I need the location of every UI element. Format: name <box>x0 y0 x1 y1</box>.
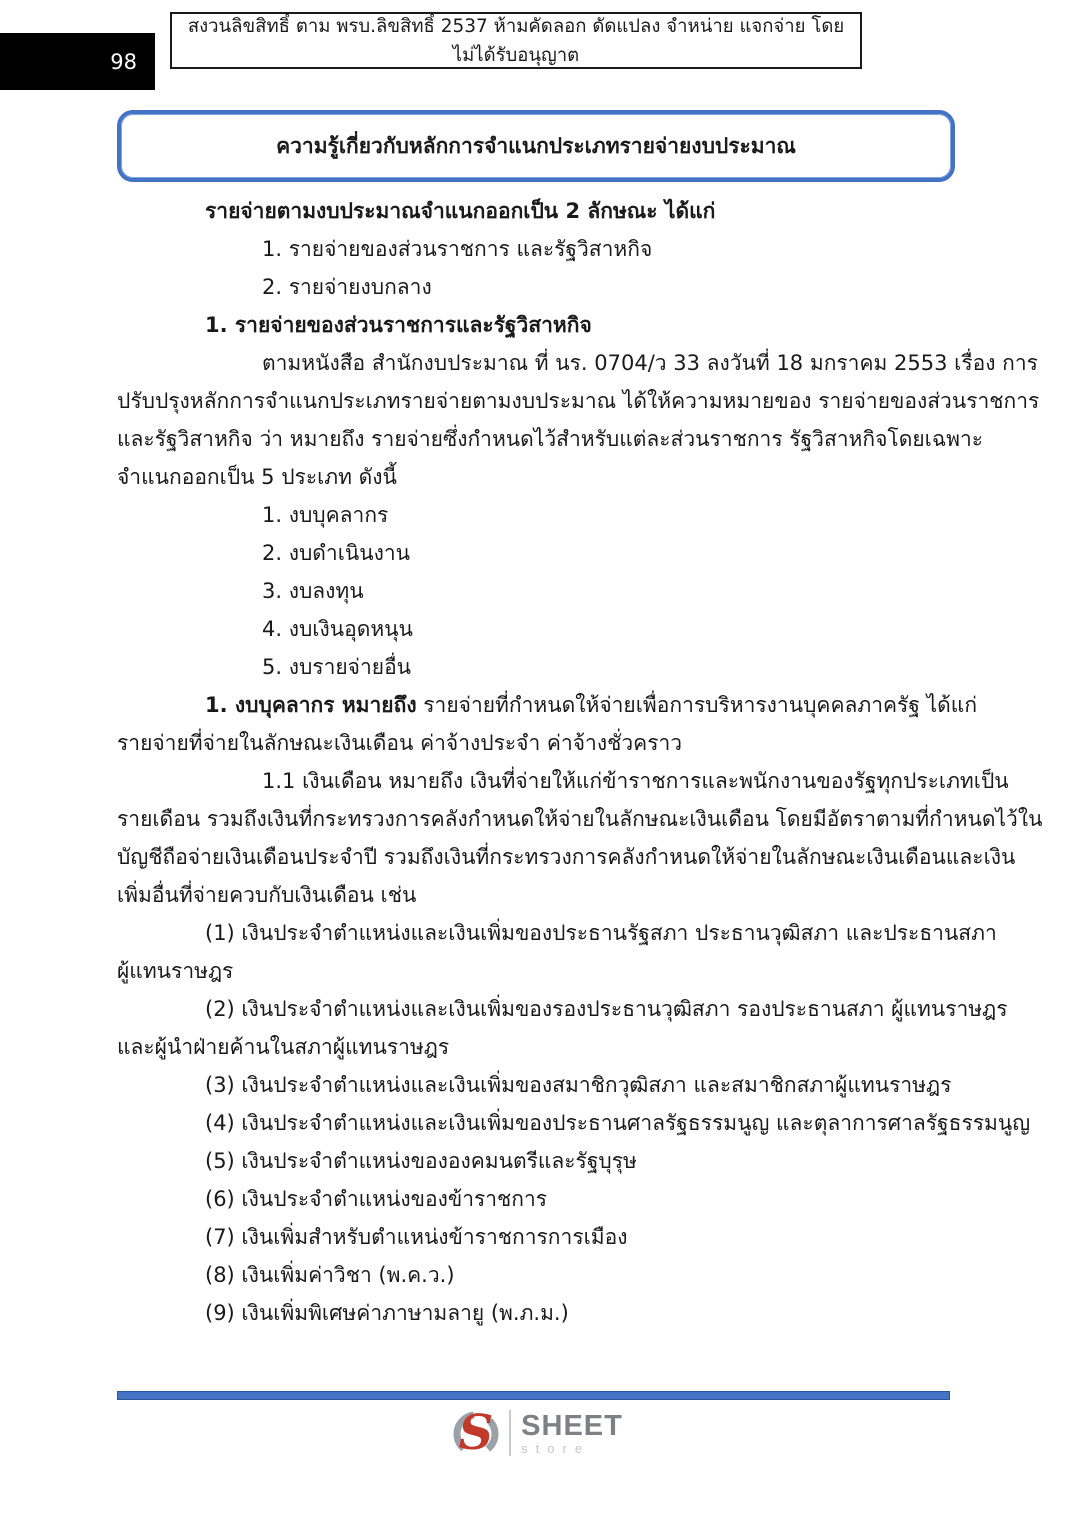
body-line: เพิ่มอื่นที่จ่ายควบกับเงินเดือน เช่น <box>117 883 417 907</box>
body-line: 2. งบดำเนินงาน <box>262 541 411 565</box>
logo-divider <box>509 1410 511 1456</box>
body-line: (6) เงินประจำตำแหน่งของข้าราชการ <box>205 1187 548 1211</box>
body-line-bold-prefix: 1. งบบุคลากร หมายถึง <box>205 693 417 717</box>
page-title: ความรู้เกี่ยวกับหลักการจำแนกประเภทรายจ่ายงบประมาณ <box>276 133 796 158</box>
body-line: 1. งบบุคลากร <box>262 503 389 527</box>
body-line: จำแนกออกเป็น 5 ประเภท ดังนี้ <box>117 465 397 489</box>
body-line: 4. งบเงินอุดหนุน <box>262 617 413 641</box>
document-body <box>117 192 1043 1332</box>
sheetstore-logo <box>0 1402 1076 1464</box>
sheetstore-s-icon <box>453 1402 499 1464</box>
body-line: 1. งบบุคลากร หมายถึง รายจ่ายที่กำหนดให้จ่ายเพื่อการบริหารงานบุคคลภาครัฐ ได้แก่ <box>205 693 978 717</box>
copyright-notice: สงวนลิขสิทธิ์ ตาม พรบ.ลิขสิทธิ์ 2537 ห้ามคัดลอก ดัดแปลง จำหน่าย แจกจ่าย โดยไม่ได้รับอนุญาต <box>187 15 845 66</box>
body-line: และผู้นำฝ่ายค้านในสภาผู้แทนราษฎร <box>117 1035 450 1059</box>
body-line: (7) เงินเพิ่มสำหรับตำแหน่งข้าราชการการเมือง <box>205 1225 628 1249</box>
body-line: (4) เงินประจำตำแหน่งและเงินเพิ่มของประธานศาลรัฐธรรมนูญ และตุลาการศาลรัฐธรรมนูญ <box>205 1111 1031 1135</box>
page-number: 98 <box>110 49 137 74</box>
body-line: บัญชีถือจ่ายเงินเดือนประจำปี รวมถึงเงินที่กระทรวงการคลังกำหนดให้จ่ายในลักษณะเงินเดือนและเงิน <box>117 845 1016 869</box>
body-line: 1. รายจ่ายของส่วนราชการ และรัฐวิสาหกิจ <box>262 237 653 261</box>
body-line: (5) เงินประจำตำแหน่งขององคมนตรีและรัฐบุรุษ <box>205 1149 637 1173</box>
body-line: 3. งบลงทุน <box>262 579 364 603</box>
page-number-box <box>0 33 155 90</box>
body-line: ผู้แทนราษฎร <box>117 959 234 983</box>
body-line: รายจ่ายตามงบประมาณจำแนกออกเป็น 2 ลักษณะ ได้แก่ <box>205 199 716 223</box>
body-line: (2) เงินประจำตำแหน่งและเงินเพิ่มของรองประธานวุฒิสภา รองประธานสภา ผู้แทนราษฎร <box>205 997 1008 1021</box>
copyright-notice-box <box>170 12 862 69</box>
logo-text-store: store <box>521 1440 591 1456</box>
svg-text:S: S <box>458 1405 494 1461</box>
body-line: และรัฐวิสาหกิจ ว่า หมายถึง รายจ่ายซึ่งกำหนดไว้สำหรับแต่ละส่วนราชการ รัฐวิสาหกิจโดยเฉพาะ <box>117 427 984 451</box>
logo-text-block <box>521 1411 623 1456</box>
body-line: รายเดือน รวมถึงเงินที่กระทรวงการคลังกำหนดให้จ่ายในลักษณะเงินเดือน โดยมีอัตราตามที่กำหนดไว้ใน <box>117 807 1043 831</box>
logo-text-sheet: SHEET <box>521 1409 623 1442</box>
body-line: 1.1 เงินเดือน หมายถึง เงินที่จ่ายให้แก่ข้าราชการและพนักงานของรัฐทุกประเภทเป็น <box>262 769 1009 793</box>
body-line: รายจ่ายที่จ่ายในลักษณะเงินเดือน ค่าจ้างประจำ ค่าจ้างชั่วคราว <box>117 731 683 755</box>
body-line: (3) เงินประจำตำแหน่งและเงินเพิ่มของสมาชิกวุฒิสภา และสมาชิกสภาผู้แทนราษฎร <box>205 1073 952 1097</box>
body-line: ตามหนังสือ สำนักงบประมาณ ที่ นร. 0704/ว 33 ลงวันที่ 18 มกราคม 2553 เรื่อง การ <box>262 351 1038 375</box>
body-line: (9) เงินเพิ่มพิเศษค่าภาษามลายู (พ.ภ.ม.) <box>205 1301 569 1325</box>
body-line: 5. งบรายจ่ายอื่น <box>262 655 412 679</box>
body-line: 1. รายจ่ายของส่วนราชการและรัฐวิสาหกิจ <box>205 313 592 337</box>
body-line: ปรับปรุงหลักการจำแนกประเภทรายจ่ายตามงบประมาณ ได้ให้ความหมายของ รายจ่ายของส่วนราชการ <box>117 389 1040 413</box>
body-line: 2. รายจ่ายงบกลาง <box>262 275 432 299</box>
footer-divider-bar <box>117 1391 950 1400</box>
body-line: (8) เงินเพิ่มค่าวิชา (พ.ค.ว.) <box>205 1263 455 1287</box>
body-line: (1) เงินประจำตำแหน่งและเงินเพิ่มของประธานรัฐสภา ประธานวุฒิสภา และประธานสภา <box>205 921 997 945</box>
title-box <box>117 110 955 182</box>
